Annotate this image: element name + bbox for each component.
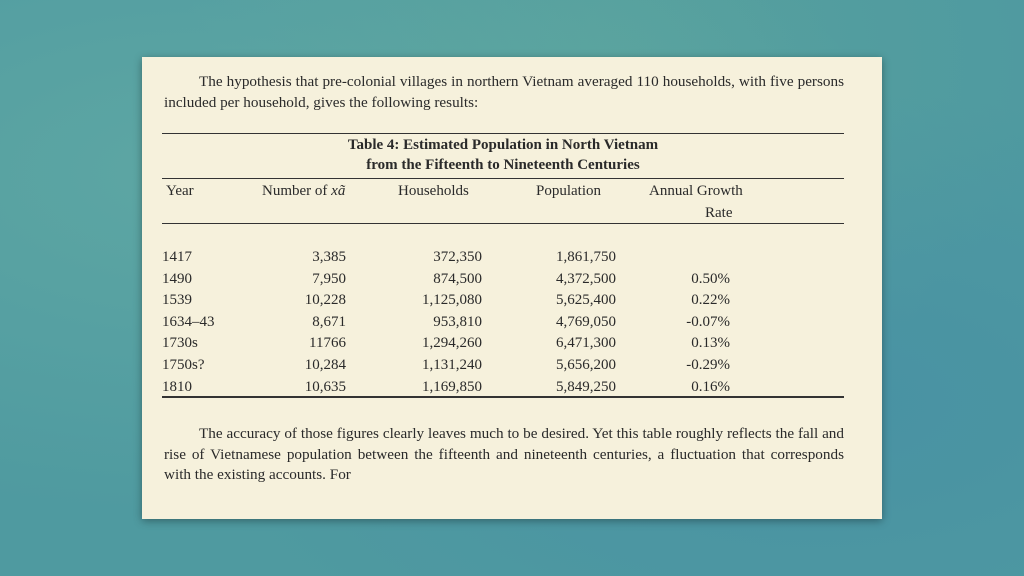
table-top-rule	[162, 133, 844, 134]
row-spacer	[730, 377, 844, 399]
cell-households: 874,500	[433, 270, 482, 287]
table-row	[162, 269, 844, 291]
table-header-rule	[162, 223, 844, 224]
cell-xa: 10,228	[304, 292, 346, 309]
table-caption-line2: from the Fifteenth to Nineteenth Centuries	[366, 157, 640, 173]
table-row	[162, 377, 844, 399]
cell-xa: 10,284	[304, 356, 346, 373]
cell-year: 1539	[162, 292, 192, 309]
cell-population: 5,849,250	[556, 378, 616, 395]
cell-population: 1,861,750	[556, 249, 616, 265]
header-year: Year	[166, 183, 194, 199]
document-page	[142, 57, 882, 519]
row-spacer	[730, 333, 844, 355]
cell-households: 1,131,240	[422, 356, 482, 373]
header-growth-rate-line1: Annual Growth	[649, 183, 743, 199]
population-table	[162, 247, 844, 398]
cell-xa: 10,635	[304, 378, 346, 395]
cell-households: 1,169,850	[422, 378, 482, 395]
cell-households: 1,294,260	[422, 335, 482, 352]
cell-households: 372,350	[433, 249, 482, 265]
closing-paragraph: The accuracy of those figures clearly leaves much to be desired. Yet this table roughly reflects the fall and rise of Vietnamese population between the fifteenth and nineteenth centuries, a fluctuation that corresponds with the existing accounts. For	[164, 425, 844, 483]
cell-xa: 7,950	[312, 270, 346, 287]
table-caption-line1: Table 4: Estimated Population in North Vietnam	[347, 137, 659, 153]
row-spacer	[730, 355, 844, 377]
header-households: Households	[398, 183, 469, 199]
header-number-of-xa: Number of xã	[262, 183, 346, 199]
table-caption-rule	[162, 178, 844, 179]
table-row	[162, 290, 844, 312]
cell-year: 1730s	[162, 335, 198, 352]
table-row	[162, 355, 844, 377]
cell-rate	[616, 247, 730, 269]
row-spacer	[730, 290, 844, 312]
cell-rate: 0.22%	[691, 292, 730, 309]
header-growth-rate-line2: Rate	[705, 205, 733, 221]
table-row	[162, 312, 844, 334]
row-spacer	[730, 247, 844, 269]
cell-households: 1,125,080	[422, 292, 482, 309]
header-population: Population	[536, 183, 602, 199]
cell-population: 5,625,400	[556, 292, 616, 309]
intro-paragraph: The hypothesis that pre-colonial villages in northern Vietnam averaged 110 households, with five persons included per household, gives the following results:	[164, 73, 844, 111]
cell-xa: 3,385	[312, 249, 346, 265]
cell-rate: 0.50%	[691, 270, 730, 287]
cell-rate: 0.13%	[691, 335, 730, 352]
table-row	[162, 333, 844, 355]
cell-population: 4,769,050	[556, 313, 616, 330]
cell-xa: 11766	[309, 335, 346, 352]
cell-xa: 8,671	[312, 313, 346, 330]
cell-year: 1750s?	[162, 356, 205, 373]
cell-year: 1490	[162, 270, 192, 287]
cell-year: 1810	[162, 378, 192, 395]
cell-population: 5,656,200	[556, 356, 616, 373]
table-row	[162, 247, 844, 269]
cell-year: 1417	[162, 249, 192, 265]
cell-year: 1634–43	[162, 313, 215, 330]
cell-rate: -0.07%	[686, 313, 730, 330]
row-spacer	[730, 269, 844, 291]
cell-population: 6,471,300	[556, 335, 616, 352]
cell-rate: 0.16%	[691, 378, 730, 395]
row-spacer	[730, 312, 844, 334]
cell-households: 953,810	[433, 313, 482, 330]
table-body	[162, 247, 844, 398]
cell-population: 4,372,500	[556, 270, 616, 287]
cell-rate: -0.29%	[686, 356, 730, 373]
table-bottom-rule	[162, 396, 844, 398]
